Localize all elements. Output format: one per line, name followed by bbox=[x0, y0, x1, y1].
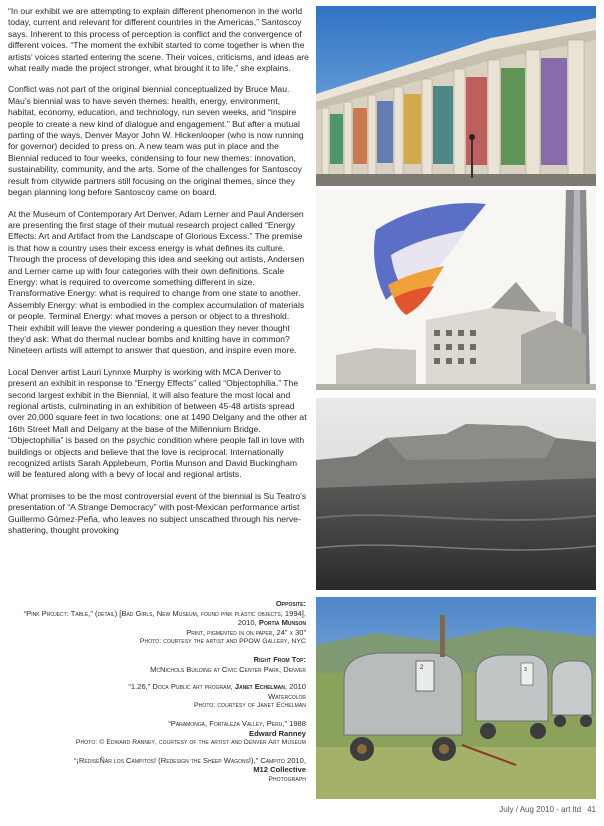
article-body bbox=[8, 6, 310, 546]
image-captions bbox=[8, 599, 306, 793]
caption-right-from-top bbox=[8, 655, 306, 674]
wagon-number: 2 bbox=[420, 665, 424, 671]
wagon-number: 3 bbox=[524, 667, 527, 673]
article-paragraph: “In our exhibit we are attempting to explain different phenomenon in the world today, current and relevant for different countries in the Americas,” Santoscoy says. Inherent to this process of perception is conflict and the convergence of different voices. “The moment the exhibit started to come together is when the artists’ voices started entering the scene. Their voices, criticisms, and ideas are what really made the project stronger, what brought it to life,” she explains. bbox=[8, 6, 309, 74]
caption-artist: Janet Echelman bbox=[234, 682, 285, 692]
caption-line bbox=[8, 609, 306, 628]
article-paragraph: What promises to be the most controversial event of the biennial is Su Teatro’s presentation of “A Strange Democracy” with post-Mexican performance artist Guillermo Gómez-Peña, who leaves no subject unscathed through his nerve-shattering, thought provoking bbox=[8, 490, 307, 536]
caption-opposite bbox=[8, 599, 306, 647]
caption-item bbox=[8, 719, 306, 748]
caption-photo-credit: Photo: © Edward Ranney, courtesy of the artist and Denver Art Museum bbox=[75, 739, 306, 747]
article-paragraph: Conflict was not part of the original biennial conceptualized by Bruce Mau. Mau’s biennial was to have seven themes: health, energy, environment, habitat, economy, education, and technology, run seven weeks, and “inspire people to create a new kind of dialogue and engagement.” But after a mutual parting of the ways, Denver Mayor John W. Hickenlooper (who is now running for governor) decided to press on. A new team was put in place and the Biennial reduced to four weeks, condensing to four new themes: innovation, sustainability, community, and the arts. Some of the challenges for Santoscoy result from citywide partners still focusing on the original themes, since they began planning long before Santoscoy came on board. bbox=[8, 84, 304, 198]
issue-label: July / Aug 2010 - art ltd bbox=[499, 805, 582, 814]
caption-year: , 2010 bbox=[284, 682, 306, 692]
caption-title: “Pink Project: Table,” (detail) [Bad Girls, New Museum, found pink plastic objects, 1994], 2010, bbox=[23, 608, 306, 628]
caption-heading: Right From Top: bbox=[253, 654, 306, 664]
caption-title: “Paramonga, Fortaleza Valley, Peru,” 1988 bbox=[168, 718, 306, 728]
drawing-illustration bbox=[316, 190, 596, 390]
caption-artist: Portia Munson bbox=[258, 618, 306, 628]
page-footer bbox=[499, 805, 596, 814]
watercolor-drawing bbox=[316, 190, 596, 390]
article-paragraph: Local Denver artist Lauri Lynnxe Murphy is working with MCA Denver to present an exhibit in response to “Energy Effects” called “Objectophilia.” The second largest exhibit in the Biennial, it will also feature the most local and regional artists, culminating in an exhibition of between 45-48 artists spread over 20,000 square feet in two locations: one at 1490 Delgany and the other at 16th Street Mall and Delgany at the base of the Millennium Bridge. “Objectophilia” is based on the psychic condition where people fall in love with buildings or objects and believe that the love is reciprocal. Internationally recognized artists Sarah Applebeum, Portia Munson and David Buckingham will be featured along with a bevy of local and regional artists. bbox=[8, 366, 307, 480]
wagons-photo bbox=[316, 597, 596, 799]
caption-title: “1.26,” Doca Public art program, bbox=[128, 682, 233, 692]
building-illustration bbox=[316, 6, 596, 186]
fortress-photo bbox=[316, 398, 596, 590]
article-paragraph: At the Museum of Contemporary Art Denver, Adam Lerner and Paul Andersen are presenting the first stage of their mutual research project called “Energy Effects: Art and Artifact from the Landscape of Glorious Excess.” The premise is that how a country uses their excess energy is what defines its culture. Through the process of developing this idea and seeking out artists, Andersen and Lerner came up with four categories with their own definitions. Scale Energy: what is required to overcome something different in size. Transformative Energy: what is required to change from one state to another. Assembly Energy: what is embodied in the complex accumulation of materials or people. Terminal Energy: what moves a person or object to a threshold. Their exhibit will leave the viewer pondering a question they never thought they’d ask: What do thermal nuclear bombs and knitting have in common? Nineteen artists will attempt to answer that question, and inspire even more. bbox=[8, 208, 305, 356]
caption-item bbox=[8, 682, 306, 711]
caption-medium: Watercolor bbox=[268, 691, 306, 701]
caption-line bbox=[8, 682, 306, 692]
fortress-illustration bbox=[316, 398, 596, 590]
wagons-illustration bbox=[316, 597, 596, 799]
building-photo bbox=[316, 6, 596, 186]
caption-photo-credit: Photo: courtesy of Janet Echelman bbox=[194, 702, 306, 710]
page-number: 41 bbox=[587, 805, 596, 814]
caption-artist: Edward Ranney bbox=[249, 728, 306, 738]
caption-medium: Print, pigmented in on paper, 24” x 30” bbox=[186, 627, 306, 637]
caption-title: “¡RediseÑar los Campitos! (Redesign the Sheep Wagons!),” Campito 2010, bbox=[73, 755, 306, 765]
caption-title: McNichols Building at Civic Center Park, Denver bbox=[150, 664, 306, 674]
caption-photo-credit: Photo: courtesy the artist and PPOW Gallery, NYC bbox=[139, 638, 306, 646]
caption-item bbox=[8, 756, 306, 785]
caption-medium: Photograph bbox=[268, 775, 306, 783]
caption-heading: Opposite: bbox=[275, 599, 306, 608]
caption-artist: M12 Collective bbox=[253, 765, 306, 775]
